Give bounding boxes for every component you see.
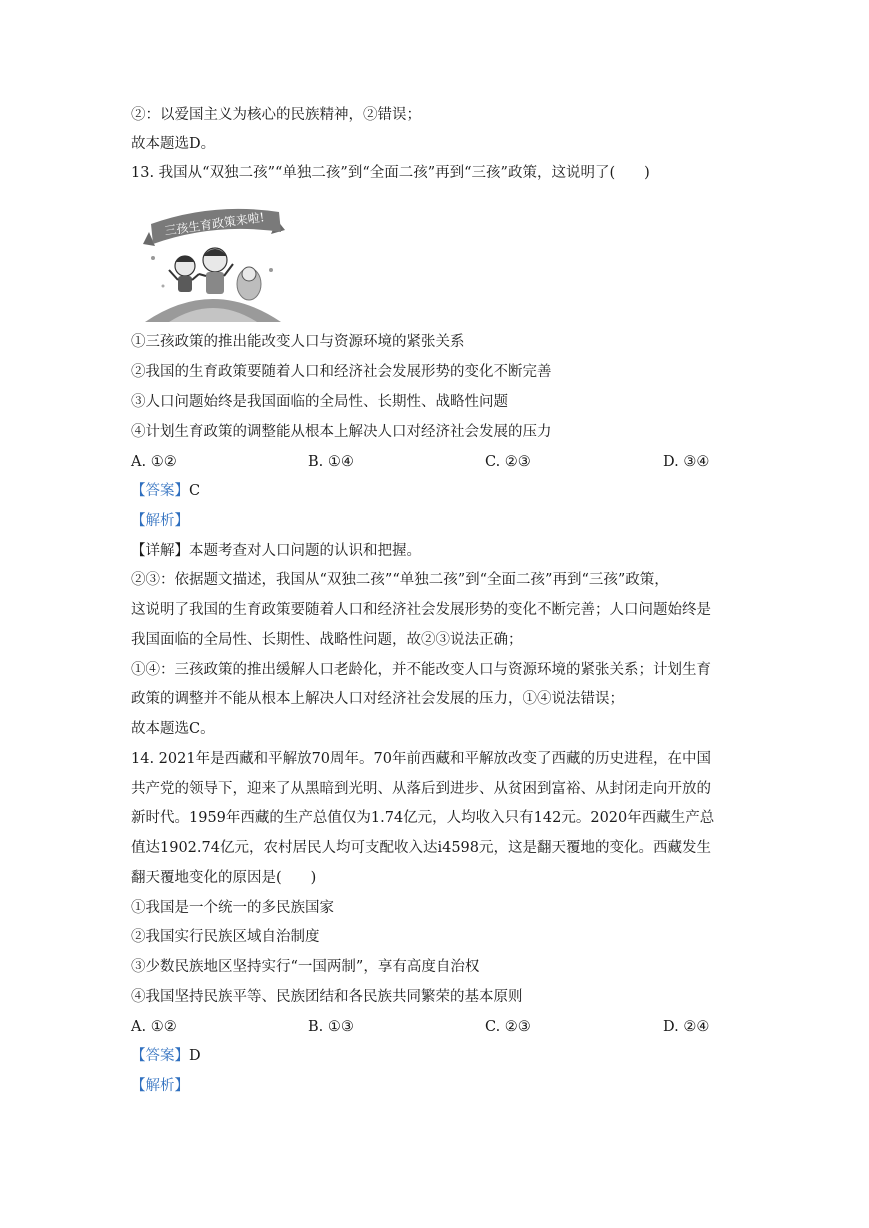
- answer-value: D: [189, 1048, 201, 1064]
- q14-statement: ①我国是一个统一的多民族国家: [131, 900, 334, 916]
- q13-answer-line: [131, 481, 200, 501]
- q14-statement: ④我国坚持民族平等、民族团结和各民族共同繁荣的基本原则: [131, 989, 523, 1005]
- q14-statement: ③少数民族地区坚持实行“一国两制”，享有高度自治权: [131, 959, 480, 975]
- q13-explain-line: ①④：三孩政策的推出缓解人口老龄化，并不能改变人口与资源环境的紧张关系；计划生育: [131, 662, 711, 678]
- q14-option-a: A. ①②: [131, 1019, 177, 1035]
- q13-statement: ④计划生育政策的调整能从根本上解决人口对经济社会发展的压力: [131, 424, 552, 440]
- q13-statement: ②我国的生育政策要随着人口和经济社会发展形势的变化不断完善: [131, 364, 552, 380]
- question-14-stem: 翻天覆地变化的原因是( ): [131, 870, 317, 886]
- q13-option-d: D. ③④: [663, 454, 710, 470]
- q13-explain-line: ②③：依据题文描述，我国从“双独二孩”“单独二孩”到“全面二孩”再到“三孩”政策，: [131, 572, 669, 588]
- text-line: ②：以爱国主义为核心的民族精神，②错误；: [131, 107, 421, 123]
- q13-detail-line: [131, 541, 421, 561]
- q13-explain-line: 这说明了我国的生育政策要随着人口和经济社会发展形势的变化不断完善；人口问题始终是: [131, 602, 711, 618]
- text-line: 故本题选D。: [131, 136, 216, 152]
- answer-tag: 【答案】: [131, 1048, 189, 1064]
- q13-statement: ③人口问题始终是我国面临的全局性、长期性、战略性问题: [131, 394, 508, 410]
- analysis-tag: 【解析】: [131, 513, 189, 529]
- question-14-stem: 14. 2021年是西藏和平解放70周年。70年前西藏和平解放改变了西藏的历史进程，在中国: [131, 751, 711, 767]
- question-13-stem: 13. 我国从“双独二孩”“单独二孩”到“全面二孩”再到“三孩”政策，这说明了( ): [131, 165, 650, 181]
- question-14-stem: 新时代。1959年西藏的生产总值仅为1.74亿元，人均收入只有142元。2020年西藏生产总: [131, 810, 715, 826]
- detail-text: 本题考查对人口问题的认识和把握。: [189, 543, 421, 559]
- q13-option-c: C. ②③: [485, 454, 531, 470]
- q13-statement: ①三孩政策的推出能改变人口与资源环境的紧张关系: [131, 334, 465, 350]
- question-14-stem: 共产党的领导下，迎来了从黑暗到光明、从落后到进步、从贫困到富裕、从封闭走向开放的: [131, 781, 711, 797]
- q13-option-b: B. ①④: [308, 454, 354, 470]
- answer-value: C: [189, 483, 201, 499]
- question-14-stem: 值达1902.74亿元，农村居民人均可支配收入达i4598元，这是翻天覆地的变化。西藏发生: [131, 840, 711, 856]
- q14-statement: ②我国实行民族区域自治制度: [131, 929, 320, 945]
- q13-explain-line: 故本题选C。: [131, 721, 215, 737]
- detail-tag: 【详解】: [131, 543, 189, 559]
- answer-tag: 【答案】: [131, 483, 189, 499]
- q14-option-d: D. ②④: [663, 1019, 710, 1035]
- analysis-tag: 【解析】: [131, 1078, 189, 1094]
- q14-option-c: C. ②③: [485, 1019, 531, 1035]
- q13-explain-line: 我国面临的全局性、长期性、战略性问题，故②③说法正确；: [131, 632, 523, 648]
- q13-explain-line: 政策的调整并不能从根本上解决人口对经济社会发展的压力，①④说法错误；: [131, 691, 624, 707]
- three-child-policy-illustration: [139, 198, 287, 322]
- q14-option-b: B. ①③: [308, 1019, 354, 1035]
- q14-answer-line: [131, 1046, 201, 1066]
- banner-text: 三孩生育政策来啦!: [163, 210, 266, 238]
- q13-option-a: A. ①②: [131, 454, 177, 470]
